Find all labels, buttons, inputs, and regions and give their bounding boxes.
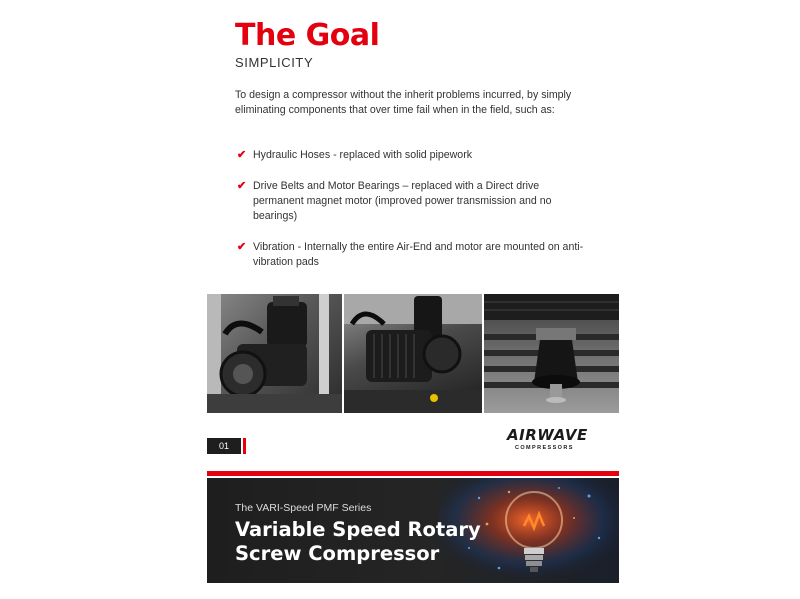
check-icon: ✔ [237, 149, 247, 161]
list-item [235, 179, 585, 224]
page-number-accent [243, 438, 246, 454]
anti-vibration-pad-photo [484, 294, 619, 413]
logo-wordmark: AIRWAVE [507, 426, 588, 444]
page-subtitle: SIMPLICITY [235, 55, 314, 70]
document-page [207, 0, 619, 599]
page-title: The Goal [235, 18, 380, 53]
photo-strip [207, 294, 619, 413]
page-number: 01 [207, 438, 241, 454]
list-item-text: Hydraulic Hoses - replaced with solid pipework [253, 149, 473, 161]
list-item [235, 148, 472, 163]
list-item-text: Vibration - Internally the entire Air-End and motor are mounted on anti-vibration pads [253, 241, 584, 268]
compressor-hoses-photo [207, 294, 342, 413]
list-item [235, 240, 585, 270]
list-item-text: Drive Belts and Motor Bearings – replaced with a Direct drive permanent magnet motor (improved power transmission and no bearings) [253, 180, 552, 222]
banner-kicker: The VARI-Speed PMF Series [235, 502, 372, 514]
divider [207, 471, 619, 476]
banner-title: Variable Speed Rotary Screw Compressor [235, 518, 481, 565]
cover-banner [207, 478, 619, 583]
intro-paragraph: To design a compressor without the inherit problems incurred, by simply eliminating components that over time fail when in the field, such as: [235, 89, 572, 116]
compressor-motor-photo [344, 294, 482, 413]
check-icon: ✔ [237, 241, 247, 253]
logo-tagline: COMPRESSORS [515, 445, 574, 451]
check-icon: ✔ [237, 180, 247, 192]
brand-logo [507, 426, 597, 456]
